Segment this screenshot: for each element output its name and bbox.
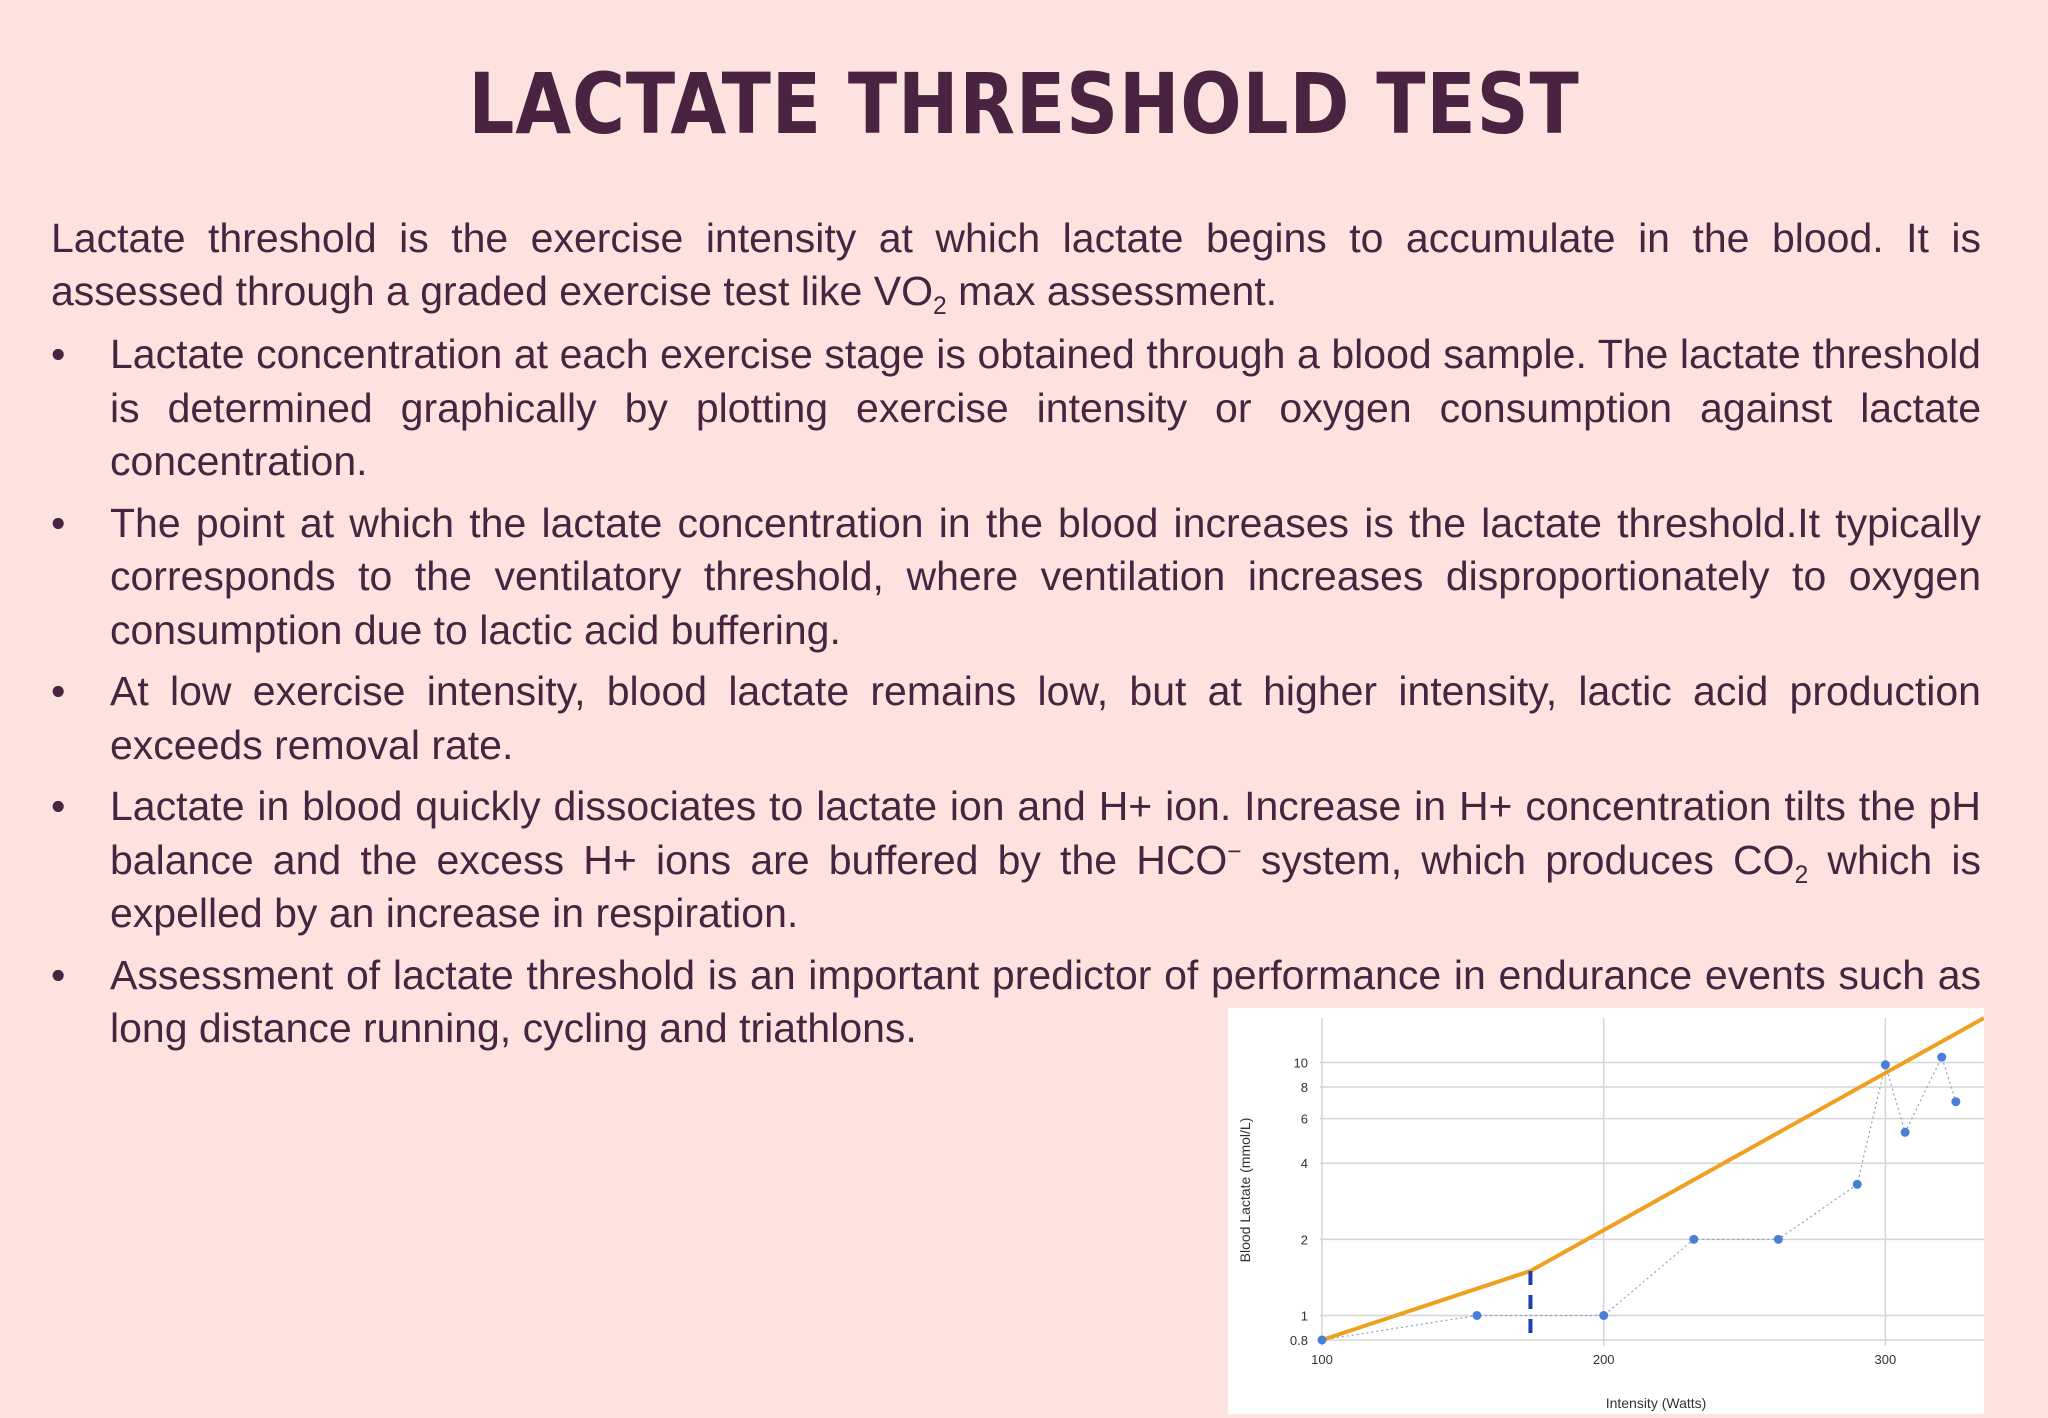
data-point <box>1472 1311 1481 1320</box>
x-axis-label: Intensity (Watts) <box>1605 1395 1707 1411</box>
y-tick-label: 0.8 <box>1289 1333 1308 1348</box>
data-point <box>1774 1235 1783 1244</box>
data-point <box>1599 1311 1608 1320</box>
bullet-item <box>51 497 1981 658</box>
data-point <box>1901 1128 1910 1137</box>
bullet-text: Lactate concentration at each exercise stage is obtained through a blood sample. The lactate threshold is determined graphically by plotting exercise intensity or oxygen consumption against lactate concentration. <box>110 331 1981 484</box>
y-tick-label: 6 <box>1300 1111 1308 1127</box>
bullet-list <box>51 328 1981 1064</box>
data-point <box>1881 1060 1890 1069</box>
intro-paragraph <box>51 212 1981 321</box>
bullet-item <box>51 780 1981 941</box>
bullet-dot: • <box>51 951 66 998</box>
bullet-item <box>51 328 1981 489</box>
intro-text-1: Lactate threshold is the exercise intensity at which lactate begins to accumulate in the blood. It is assessed through a graded exercise test like VO <box>51 215 1981 314</box>
bullet-item <box>51 665 1981 772</box>
x-tick-label: 300 <box>1874 1352 1897 1367</box>
bullet-superscript: − <box>1227 837 1242 865</box>
intro-text-2: max assessment. <box>946 268 1278 314</box>
bullet-text-2: system, which produces CO <box>1241 836 1795 883</box>
bullet-text: The point at which the lactate concentration in the blood increases is the lactate threshold.It typically corresponds to the ventilatory threshold, where ventilation increases disproportionately to oxygen consumption due to lactic acid buffering. <box>110 499 1981 653</box>
bullet-dot: • <box>51 783 66 829</box>
data-point <box>1689 1235 1698 1244</box>
bullet-dot: • <box>51 331 66 377</box>
bullet-text-1: Lactate in blood quickly dissociates to lactate ion and H+ ion. Increase in H+ concentration tilts the pH balance and the excess H+ ions are buffered by the HCO <box>110 783 1981 883</box>
bullet-dot: • <box>51 499 66 546</box>
data-point <box>1853 1180 1862 1189</box>
bullet-text: At low exercise intensity, blood lactate remains low, but at higher intensity, lactic acid production exceeds removal rate. <box>110 668 1981 768</box>
x-tick-label: 200 <box>1592 1352 1615 1367</box>
intro-subscript: 2 <box>932 293 947 321</box>
bullet-text-3: which is expelled by an increase in respiration. <box>110 836 1981 936</box>
bullet-subscript: 2 <box>1794 861 1809 889</box>
bullet-dot: • <box>51 668 66 714</box>
chart-points <box>1318 1053 1961 1345</box>
data-point <box>1951 1097 1960 1106</box>
data-point <box>1937 1053 1946 1062</box>
y-tick-label: 1 <box>1300 1308 1308 1324</box>
data-connector-line <box>1322 1057 1956 1340</box>
data-point <box>1318 1336 1327 1345</box>
lactate-chart <box>1228 1008 1984 1414</box>
y-tick-label: 10 <box>1293 1055 1308 1071</box>
lactate-chart-svg <box>1228 1008 1984 1414</box>
y-axis-label: Blood Lactate (mmol/L) <box>1237 1117 1253 1263</box>
bullet-text: Assessment of lactate threshold is an important predictor of performance in endurance events such as long distance running, cycling and triathlons. <box>110 951 1981 1051</box>
x-tick-label: 100 <box>1311 1352 1333 1367</box>
y-tick-label: 2 <box>1300 1232 1308 1248</box>
y-tick-label: 8 <box>1300 1080 1308 1096</box>
page-title: LACTATE THRESHOLD TEST <box>468 55 1580 153</box>
y-tick-label: 4 <box>1300 1156 1308 1172</box>
